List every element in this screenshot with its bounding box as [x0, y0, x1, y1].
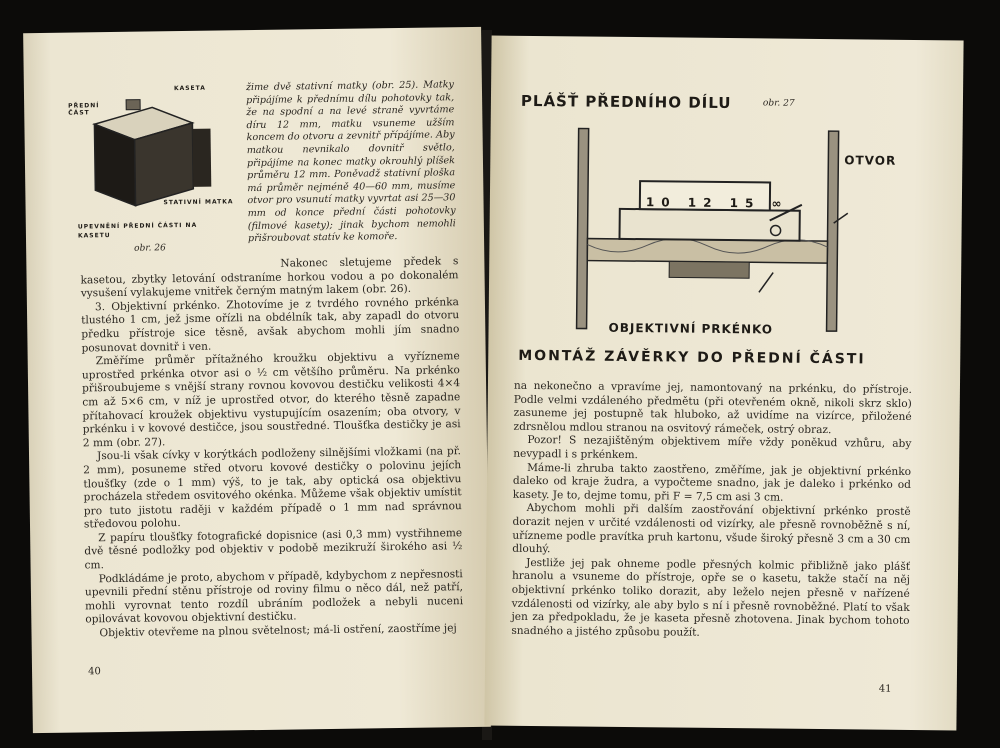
side-text: žime dvě stativní matky (obr. 25). Matky připájíme k přednímu dílu pohotovky tak, že na spodní a na levé straně vyvrtáme díru 12 mm, matku vsuneme užším koncem do otvoru a zevnitř přípájíme. Aby matkou nevnikalo dovnitř světlo, připájíme na konec matky okrouhlý plíšek průměru 12 mm. Poněvadž stativní ploška má průměr nejméně 40—60 mm, musíme otvor pro vsunutí matky vyvrtat asi 25—30 mm od konce přední části pohotovky (filmové kasety); jinak bychom nemohli přišroubovat statív ke komoře.	[245, 79, 456, 245]
figure-label-cassette: KASETA	[173, 84, 206, 93]
right-body	[511, 380, 912, 642]
distance-scale	[646, 195, 789, 210]
scale-mark: 15	[729, 196, 761, 211]
paragraph: Objektiv otevřeme na plnou světelnost; má-li ostření, zaostříme jej	[99, 622, 457, 640]
paragraph: na nekonečno a vpravíme jej, namontovaný na prkénku, do přístroje. Podle velmi vzdáleného předmětu (při otevřeném okně, nikoli skrz sklo) zasuneme jej postupně tak hluboko, až uvidíme na vizírce, přiložené zdrsnělou mdlou stranou na osvitový rámeček, ostrý obraz.	[513, 379, 913, 436]
figure-label-hole: OTVOR	[844, 153, 897, 168]
paragraph: Máme-li zhruba takto zaostřeno, změříme, jak je objektivní prkénko daleko od kraje žudra, a vypočteme snadno, jak je daleko i prkénko od kasety. Je to, dejme tomu, při F = 7,5 cm asi 3 cm.	[512, 461, 912, 504]
left-page	[23, 27, 491, 733]
figure-caption: obr. 27	[762, 98, 795, 109]
left-body	[80, 255, 463, 641]
figure-label-board: OBJEKTIVNÍ PRKÉNKO	[608, 320, 774, 337]
paragraph: 3. Objektivní prkénko. Zhotovíme je z tvrdého rovného prkénka tlustého 1 cm, jež jsme ořízli na obdélník tak, aby zapadl do otvoru předku přístroje sice těsně, avšak abychom mohli jím snadno posunovat dovnitř i ven.	[81, 295, 460, 355]
right-page	[484, 36, 963, 731]
paragraph: Abychom mohli při dalším zaostřování objektivní prkénko prostě dorazit nejen v určité vzdálenosti od vizírky, ale přesně rovnoběžně s ní, uřízneme podle pravítka pruh kartonu, všude široký přesně 3 cm a 30 cm dlouhý.	[512, 502, 911, 556]
paragraph: Jestliže jej pak ohneme podle přesných kolmic přibližně jako plášť hranolu a vsuneme do přístroje, opře se o kasetu, takže stačí na něj objektivní prkénko toliko dorazit, aby leželo nejen přesně v nařízené vzdálenosti od vizírky, ale aby bylo s ní i přesně rovnoběžné. Platí to však jen za předpokladu, že je kaseta přesně zhotovena. Jinak bychom tohoto snadného a jistého způsobu použít.	[511, 556, 911, 639]
figure-title: PLÁŠŤ PŘEDNÍHO DÍLU	[520, 91, 732, 113]
page-number: 41	[878, 683, 892, 695]
paragraph: Změříme průměr přítažného kroužku objektivu a vyřízneme uprostřed prkénka otvor asi o ½ cm většího průměru. Na prkénko přišroubujeme s vnější strany rovnou kovovou destičku velikosti 4×4 cm až 5×6 cm, v níž je uprostřed otvor, do kterého těsně zapadne přítahovací kroužek objektivu vystupujícím osazením; oba otvory, v prkénku i v kovové destičce, jsou soustředné. Tloušťka destičky je asi 2 mm (obr. 27).	[81, 350, 461, 450]
paragraph: Z papíru tloušťky fotografické dopisnice (asi 0,3 mm) vystřihneme dvě těsné podložky pod objektiv v podobě mezikruží širokého asi ½ cm.	[84, 527, 463, 572]
scale-mark: ∞	[771, 196, 789, 211]
figure-caption: obr. 26	[134, 243, 166, 254]
figure-label-bottom: UPEVNĚNÍ PŘEDNÍ ČÁSTI NA KASETU	[77, 221, 198, 240]
figure-label-nut: STATIVNÍ MATKA	[163, 198, 234, 207]
scale-mark: 12	[687, 195, 719, 210]
figure-bottom-title: MONTÁŽ ZÁVĚRKY DO PŘEDNÍ ČÁSTI	[518, 347, 866, 368]
paragraph: Jsou-li však cívky v korýtkách podloženy silnějšími vložkami (na př. 2 mm), posuneme střed otvoru kovové destičky o polovinu jejích tloušťky (zde o 1 mm) výš, to je tak, aby optická osa objektivu procházela středem osvitového okénka. Můžeme však objektiv umístit pro tuto jistotu raději v každém případě o 1 mm nad správnou středovou polohu.	[83, 445, 462, 531]
paragraph: Pozor! S nezajištěným objektivem míře vždy poněkud vzhůru, aby nevypadl i s prkénkem.	[513, 434, 912, 462]
paragraph: Podkládáme je proto, abychom v případě, kdybychom z nepřesnosti upevnili přední stěnu přístroje od roviny filmu o něco dál, než patří, mohli vyrovnat tento rozdíl ubráním podložek a nebyli nuceni opilovávat kovovou objektivní destičku.	[84, 567, 464, 626]
scale-mark: 10	[645, 195, 677, 210]
paragraph: Nakonec sletujeme předek s kasetou, zbytky letování odstraníme horkou vodou a po dokonalém vysušení vylakujeme vnitřek černým matným lakem (obr. 26).	[80, 255, 459, 300]
figure-label-front: PŘEDNÍ ČÁST	[68, 102, 100, 117]
page-number: 40	[87, 666, 101, 678]
